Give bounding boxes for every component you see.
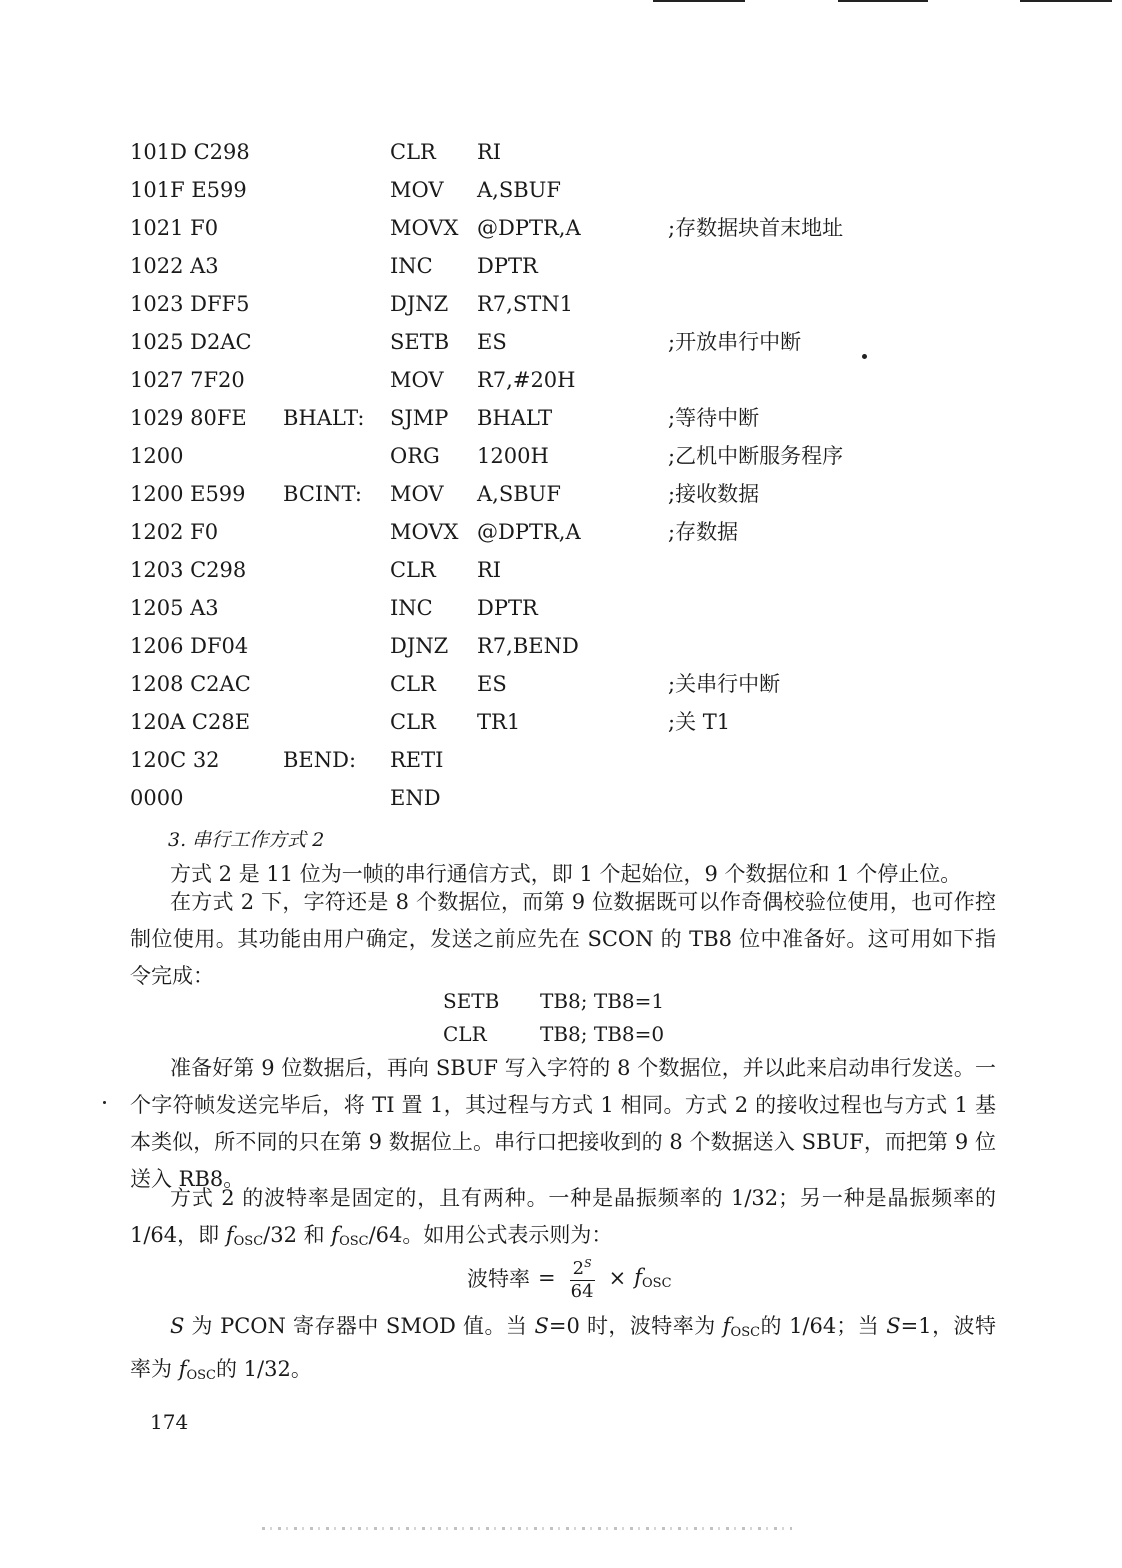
code-comment: ;乙机中断服务程序 — [668, 444, 844, 468]
f-letter: f — [178, 1357, 187, 1381]
code-address: 1023 DFF5 — [130, 292, 250, 316]
fraction-denominator: 64 — [570, 1281, 594, 1302]
code-opcode: CLR — [390, 710, 436, 734]
f-osc-symbol — [634, 1265, 671, 1291]
paragraph-mode2-definition: 方式 2 是 11 位为一帧的串行通信方式，即 1 个起始位，9 个数据位和 1 个停止位。 — [170, 862, 962, 886]
text-run: 为 PCON 寄存器中 SMOD 值。当 — [184, 1314, 535, 1338]
text-run: 方式 2 的波特率是固定的，且有两种。一种是晶振频率的 1/32；另一种是晶振频率的 1/64，即 — [130, 1186, 996, 1247]
code-address: 1022 A3 — [130, 254, 219, 278]
text-run: 的 1/32。 — [215, 1357, 312, 1381]
code-operand: @DPTR,A — [477, 520, 581, 544]
code-operand: R7,BEND — [477, 634, 579, 658]
code-operand: A,SBUF — [477, 482, 561, 506]
f-letter: f — [225, 1223, 234, 1247]
formula-fraction — [570, 1253, 595, 1303]
code-address: 1025 D2AC — [130, 330, 252, 354]
f-letter: f — [331, 1223, 340, 1247]
code-opcode: SJMP — [390, 406, 449, 430]
code-operand: R7,#20H — [477, 368, 576, 392]
code-address: 1027 7F20 — [130, 368, 245, 392]
code-opcode: ORG — [390, 444, 440, 468]
code-opcode: MOV — [390, 178, 444, 202]
f-osc-symbol — [226, 1223, 263, 1247]
code-comment: ;存数据 — [668, 520, 739, 544]
instruction-op: CLR — [443, 1022, 487, 1046]
code-opcode: MOV — [390, 482, 444, 506]
text-run: =1，波特率为 — [130, 1314, 996, 1381]
instruction-arg: TB8; TB8=1 — [540, 989, 665, 1013]
code-address: 1208 C2AC — [130, 672, 251, 696]
code-comment: ;等待中断 — [668, 406, 760, 430]
s-symbol: S — [170, 1314, 185, 1338]
code-opcode: MOV — [390, 368, 444, 392]
code-opcode: END — [390, 786, 441, 810]
s-symbol: S — [534, 1314, 549, 1338]
text-run: =0 时，波特率为 — [548, 1314, 723, 1338]
code-opcode: CLR — [390, 558, 436, 582]
instruction-arg: TB8; TB8=0 — [540, 1022, 665, 1046]
header-rule-3 — [1020, 0, 1112, 2]
code-address: 1029 80FE — [130, 406, 247, 430]
code-address: 1200 — [130, 444, 184, 468]
code-comment: ;关 T1 — [668, 710, 731, 734]
text-run: /64。如用公式表示则为： — [368, 1223, 613, 1247]
code-operand: A,SBUF — [477, 178, 561, 202]
code-opcode: RETI — [390, 748, 444, 772]
text-run: /32 和 — [263, 1223, 332, 1247]
code-opcode: SETB — [390, 330, 450, 354]
code-opcode: INC — [390, 596, 433, 620]
code-address: 101D C298 — [130, 140, 250, 164]
instruction-op: SETB — [443, 989, 500, 1013]
paragraph-smod — [130, 1308, 996, 1394]
code-opcode: DJNZ — [390, 292, 449, 316]
formula-equals: = — [538, 1266, 556, 1290]
header-rule-2 — [838, 0, 928, 2]
code-label: BCINT: — [283, 482, 362, 506]
text-run: 的 1/64；当 — [760, 1314, 887, 1338]
paragraph-transmit-receive: 准备好第 9 位数据后，再向 SBUF 写入字符的 8 个数据位，并以此来启动串行发送。一个字符帧发送完毕后，将 TI 置 1，其过程与方式 1 相同。方式 2 的接收过程也与方式 1 基本类似，所不同的只在第 9 数据位上。串行口把接收到的 8 个数据送入 SBUF，而把第 9 位送入 RB8。 — [130, 1056, 996, 1191]
code-comment: ;开放串行中断 — [668, 330, 802, 354]
code-address: 120A C28E — [130, 710, 251, 734]
f-letter: f — [634, 1265, 642, 1289]
f-letter: f — [722, 1314, 731, 1338]
code-address: 101F E599 — [130, 178, 247, 202]
f-osc-symbol — [723, 1314, 760, 1338]
formula-times: × — [608, 1266, 627, 1290]
code-operand: @DPTR,A — [477, 216, 581, 240]
formula-lhs: 波特率 — [467, 1267, 530, 1291]
f-subscript: OSC — [233, 1234, 264, 1249]
scan-noise-strip — [262, 1527, 792, 1530]
f-subscript: OSC — [730, 1325, 761, 1340]
code-address: 1206 DF04 — [130, 634, 249, 658]
code-opcode: MOVX — [390, 520, 459, 544]
code-operand: TR1 — [477, 710, 521, 734]
section-title: 3. 串行工作方式 2 — [168, 829, 325, 851]
code-operand: RI — [477, 140, 502, 164]
code-label: BEND: — [283, 748, 357, 772]
f-subscript: OSC — [642, 1276, 672, 1291]
code-operand: DPTR — [477, 254, 538, 278]
code-address: 120C 32 — [130, 748, 220, 772]
f-subscript: OSC — [186, 1368, 216, 1383]
code-address: 1203 C298 — [130, 558, 247, 582]
page-number: 174 — [150, 1410, 189, 1434]
code-opcode: MOVX — [390, 216, 459, 240]
code-address: 1205 A3 — [130, 596, 219, 620]
f-osc-symbol — [331, 1223, 368, 1247]
code-operand: ES — [477, 330, 507, 354]
code-label: BHALT: — [283, 406, 365, 430]
code-address: 1200 E599 — [130, 482, 246, 506]
instruction-clr — [443, 1019, 664, 1049]
code-comment: ;接收数据 — [668, 482, 760, 506]
code-comment: ;关串行中断 — [668, 672, 781, 696]
code-address: 0000 — [130, 786, 184, 810]
code-operand: RI — [477, 558, 502, 582]
header-rule-1 — [653, 0, 745, 2]
code-operand: ES — [477, 672, 507, 696]
s-symbol: S — [886, 1314, 901, 1338]
f-osc-symbol — [179, 1357, 216, 1381]
code-operand: DPTR — [477, 596, 538, 620]
code-opcode: CLR — [390, 140, 436, 164]
code-opcode: INC — [390, 254, 433, 278]
code-opcode: DJNZ — [390, 634, 449, 658]
code-operand: R7,STN1 — [477, 292, 573, 316]
code-opcode: CLR — [390, 672, 436, 696]
scan-speck — [103, 1101, 106, 1104]
paragraph-ninth-bit: 在方式 2 下，字符还是 8 个数据位，而第 9 位数据既可以作奇偶校验位使用，也可作控制位使用。其功能由用户确定，发送之前应先在 SCON 的 TB8 位中准备好。这可用如下指令完成： — [130, 890, 996, 988]
code-address: 1021 F0 — [130, 216, 219, 240]
code-operand: 1200H — [477, 444, 549, 468]
fraction-numerator — [570, 1253, 595, 1281]
numerator-exponent: S — [584, 1257, 592, 1270]
f-subscript: OSC — [339, 1234, 369, 1249]
code-address: 1202 F0 — [130, 520, 219, 544]
instruction-setb — [443, 986, 664, 1016]
numerator-base: 2 — [572, 1258, 585, 1279]
code-operand: BHALT — [477, 406, 553, 430]
code-comment: ;存数据块首末地址 — [668, 216, 844, 240]
scan-speck — [862, 354, 867, 359]
baud-rate-formula — [467, 1248, 672, 1308]
